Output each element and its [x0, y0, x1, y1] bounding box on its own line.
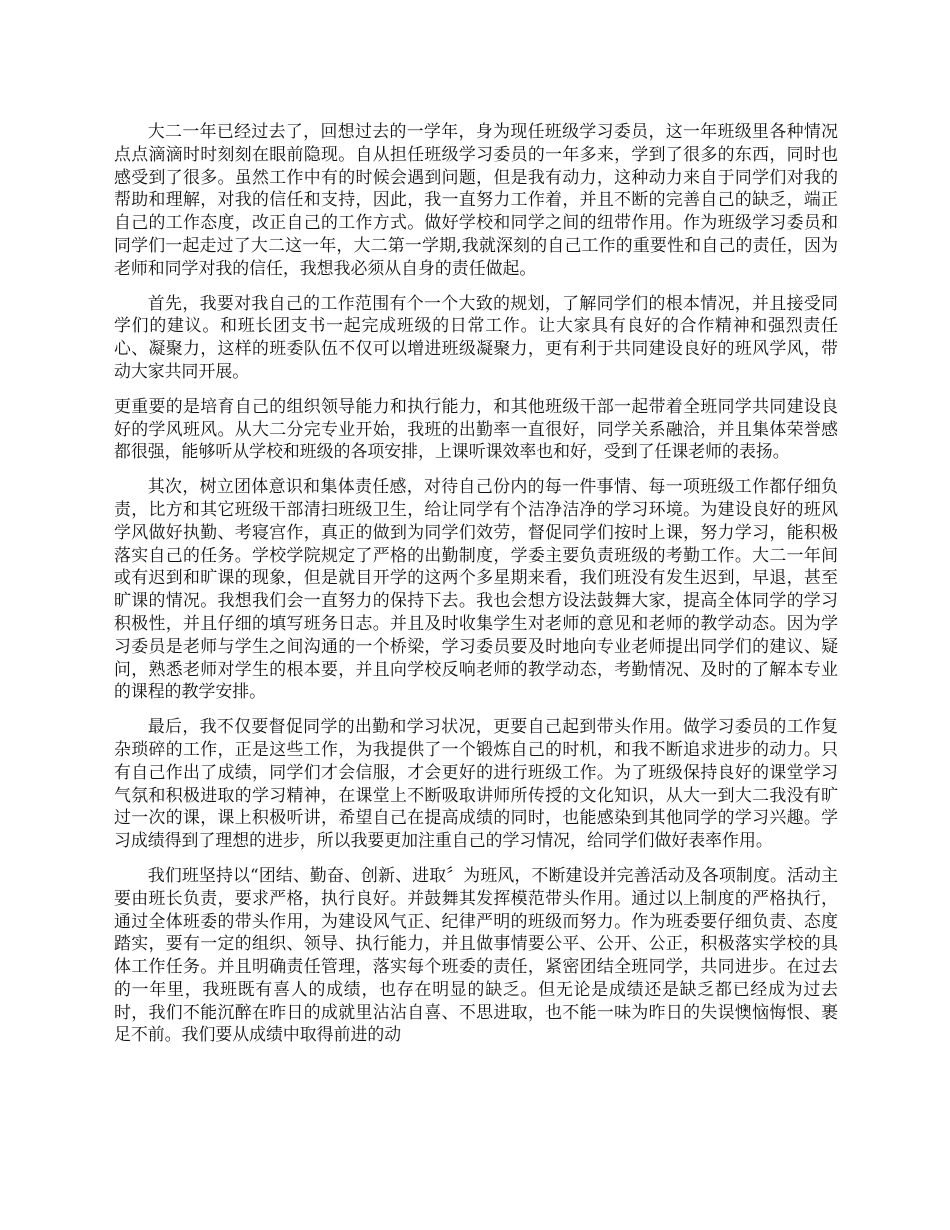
paragraph-second: 其次，树立团体意识和集体责任感，对待自己份内的每一件事情、每一项班级工作都仔细负责，比方和其它班级干部清扫班级卫生，给让同学有个洁净洁净的学习环境。为建设良好的班风学风做好执勤、考寝宫作，真正的做到为同学们效劳，督促同学们按时上课，努力学习，能积极落实自己的任务。学校学院规定了严格的出勤制度，学委主要负责班级的考勤工作。大二一年间或有迟到和旷课的现象，但是就目开学的这两个多星期来看，我们班没有发生迟到，早退，甚至旷课的情况。我想我们会一直努力的保持下去。我也会想方设法鼓舞大家，提高全体同学的学习积极性，并且仔细的填写班务日志。并且及时收集学生对老师的意见和老师的教学动态。因为学习委员是老师与学生之间沟通的一个桥梁，学习委员要及时地向专业老师提出同学们的建议、疑问，熟悉老师对学生的根本要，并且向学校反响老师的教学动态，考勤情况、及时的了解本专业的课程的教学安排。 [114, 476, 838, 702]
paragraph-importance: 更重要的是培育自己的组织领导能力和执行能力，和其他班级干部一起带着全班同学共同建设良好的学风班风。从大二分完专业开始，我班的出勤率一直很好，同学关系融洽，并且集体荣誉感都很强，能够听从学校和班级的各项安排，上课听课效率也和好，受到了任课老师的表扬。 [114, 395, 838, 462]
document-body [114, 120, 838, 1046]
paragraph-first: 首先，我要对我自己的工作范围有个一个大致的规划，了解同学们的根本情况，并且接受同学们的建议。和班长团支书一起完成班级的日常工作。让大家具有良好的合作精神和强烈责任心、凝聚力，这样的班委队伍不仅可以增进班级凝聚力，更有利于共同建设良好的班风学风，带动大家共同开展。 [114, 292, 838, 381]
paragraph-class-spirit: 我们班坚持以“团结、勤奋、创新、进取〞为班风，不断建设并完善活动及各项制度。活动主要由班长负责，要求严格，执行良好。并鼓舞其发挥模范带头作用。通过以上制度的严格执行，通过全体班委的带头作用，为建设风气正、纪律严明的班级而努力。作为班委要仔细负责、态度踏实，要有一定的组织、领导、执行能力，并且做事情要公平、公开、公正，积极落实学校的具体工作任务。并且明确责任管理，落实每个班委的责任，紧密团结全班同学，共同进步。在过去的一年里，我班既有喜人的成绩，也存在明显的缺乏。但无论是成绩还是缺乏都已经成为过去时，我们不能沉醉在昨日的成就里沾沾自喜、不思进取，也不能一味为昨日的失误懊恼悔恨、裹足不前。我们要从成绩中取得前进的动 [114, 864, 838, 1045]
paragraph-intro: 大二一年已经过去了，回想过去的一学年，身为现任班级学习委员，这一年班级里各种情况点点滴滴时时刻刻在眼前隐现。自从担任班级学习委员的一年多来，学到了很多的东西，同时也感受到了很多。虽然工作中有的时候会遇到问题，但是我有动力，这种动力来自于同学们对我的帮助和理解，对我的信任和支持，因此，我一直努力工作着，并且不断的完善自己的缺乏，端正自己的工作态度，改正自己的工作方式。做好学校和同学之间的纽带作用。作为班级学习委员和同学们一起走过了大二这一年，大二第一学期,我就深刻的自己工作的重要性和自己的责任，因为老师和同学对我的信任，我想我必须从自身的责任做起。 [114, 121, 838, 278]
paragraph-finally: 最后，我不仅要督促同学的出勤和学习状况，更要自己起到带头作用。做学习委员的工作复杂琐碎的工作，正是这些工作，为我提供了一个锻炼自己的时机，和我不断追求进步的动力。只有自己作出了成绩，同学们才会信服，才会更好的进行班级工作。为了班级保持良好的课堂学习气氛和积极进取的学习精神，在课堂上不断吸取讲师所传授的文化知识，从大一到大二我没有旷过一次的课，课上积极听讲，希望自己在提高成绩的同时，也能感染到其他同学的学习兴趣。学习成绩得到了理想的进步，所以我要更加注重自己的学习情况，给同学们做好表率作用。 [114, 716, 838, 851]
